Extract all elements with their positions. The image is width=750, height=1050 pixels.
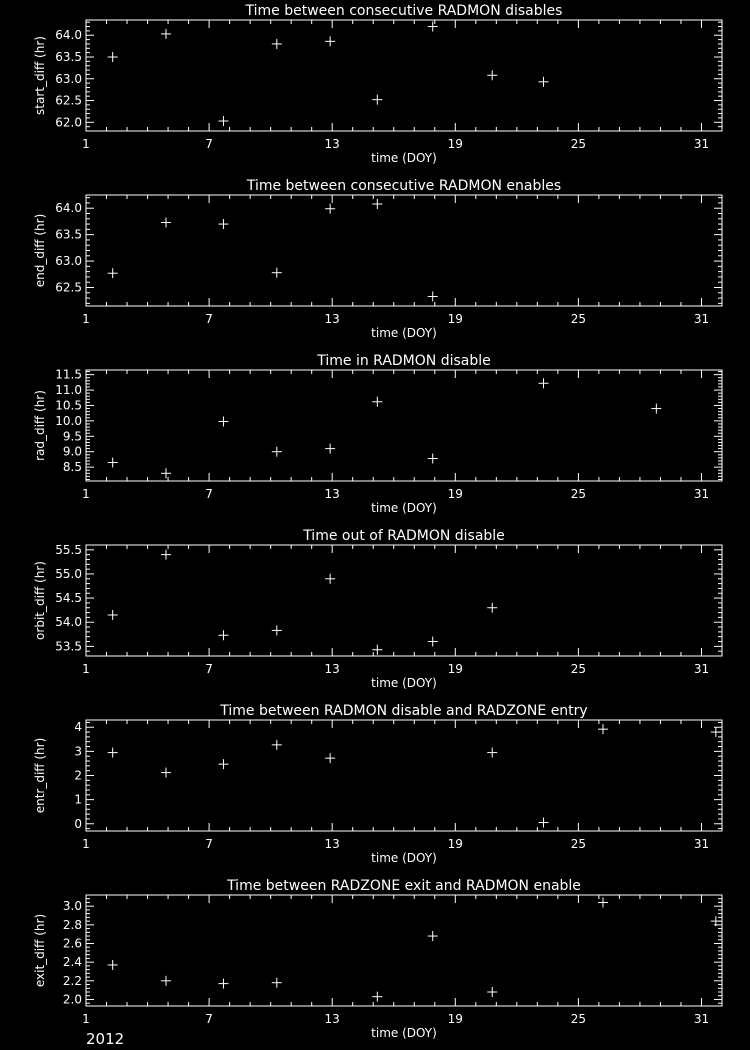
x-tick-label: 19: [447, 312, 463, 326]
x-tick-label: 25: [570, 312, 587, 326]
chart-title: Time between RADMON disable and RADZONE entry: [220, 703, 588, 719]
chart-panel-4: [33, 528, 722, 690]
y-tick-label: 11.0: [55, 383, 82, 398]
x-tick-label: 31: [693, 662, 710, 676]
y-tick-label: 55.5: [55, 542, 82, 557]
data-point: [218, 116, 228, 126]
data-point: [218, 759, 228, 769]
data-point: [108, 748, 118, 758]
data-point: [428, 453, 438, 463]
data-point: [598, 724, 608, 734]
data-point: [161, 768, 171, 778]
data-point: [598, 897, 608, 907]
x-axis-label: time (DOY): [371, 501, 437, 515]
x-axis-label: time (DOY): [371, 676, 437, 690]
plot-frame: [86, 895, 722, 1006]
y-tick-label: 2: [74, 768, 82, 783]
y-tick-label: 2.6: [62, 936, 82, 951]
y-axis-label: end_diff (hr): [33, 213, 47, 288]
data-point: [108, 52, 118, 62]
data-point: [487, 70, 497, 80]
x-tick-label: 7: [205, 312, 213, 326]
data-point: [218, 630, 228, 640]
data-point: [711, 727, 721, 737]
x-tick-label: 13: [324, 662, 340, 676]
x-axis-label: time (DOY): [371, 1026, 437, 1040]
plot-frame: [86, 370, 722, 481]
y-tick-label: 55.0: [55, 566, 82, 581]
y-tick-label: 1: [74, 792, 82, 807]
chart-title: Time between consecutive RADMON disables: [245, 3, 563, 19]
x-tick-label: 1: [82, 837, 90, 851]
y-tick-label: 54.0: [55, 615, 82, 630]
y-tick-label: 63.0: [55, 254, 82, 269]
data-point: [539, 77, 549, 87]
y-tick-label: 3: [74, 744, 82, 759]
y-tick-label: 10.0: [55, 413, 82, 428]
y-tick-label: 2.2: [62, 973, 82, 988]
year-label: 2012: [86, 1030, 125, 1048]
x-axis-label: time (DOY): [371, 326, 437, 340]
data-point: [428, 291, 438, 301]
data-point: [372, 199, 382, 209]
data-point: [428, 637, 438, 647]
y-tick-label: 10.5: [55, 398, 82, 413]
data-point: [372, 95, 382, 105]
chart-panel-6: [33, 878, 722, 1040]
y-axis-label: exit_diff (hr): [33, 913, 47, 988]
y-tick-label: 8.5: [62, 460, 82, 475]
data-point: [161, 976, 171, 986]
plot-frame: [86, 720, 722, 831]
y-tick-label: 63.5: [55, 227, 82, 242]
x-tick-label: 13: [324, 837, 340, 851]
x-tick-label: 31: [693, 137, 710, 151]
x-tick-label: 1: [82, 137, 90, 151]
x-tick-label: 19: [447, 837, 463, 851]
data-point: [487, 748, 497, 758]
data-point: [161, 29, 171, 39]
plot-frame: [86, 20, 722, 131]
y-tick-label: 54.5: [55, 591, 82, 606]
x-tick-label: 7: [205, 137, 213, 151]
x-tick-label: 13: [324, 487, 340, 501]
x-tick-label: 31: [693, 837, 710, 851]
data-point: [218, 416, 228, 426]
x-axis-label: time (DOY): [371, 151, 437, 165]
data-point: [218, 219, 228, 229]
x-tick-label: 25: [570, 137, 587, 151]
data-point: [272, 625, 282, 635]
x-tick-label: 13: [324, 137, 340, 151]
data-point: [325, 753, 335, 763]
x-tick-label: 7: [205, 1012, 213, 1026]
chart-panel-3: [33, 353, 722, 515]
data-point: [272, 268, 282, 278]
y-tick-label: 9.0: [62, 444, 82, 459]
chart-title: Time between RADZONE exit and RADMON enable: [227, 878, 581, 894]
y-tick-label: 2.0: [62, 992, 82, 1007]
y-tick-label: 62.5: [55, 280, 82, 295]
x-tick-label: 19: [447, 1012, 463, 1026]
data-point: [161, 217, 171, 227]
y-axis-label: rad_diff (hr): [33, 390, 47, 461]
plot-frame: [86, 545, 722, 656]
y-tick-label: 53.5: [55, 639, 82, 654]
data-point: [272, 447, 282, 457]
x-tick-label: 19: [447, 662, 463, 676]
data-point: [325, 444, 335, 454]
y-axis-label: orbit_diff (hr): [33, 561, 47, 640]
x-tick-label: 7: [205, 662, 213, 676]
x-tick-label: 31: [693, 312, 710, 326]
chart-panel-1: [33, 3, 722, 165]
data-point: [372, 397, 382, 407]
y-tick-label: 62.0: [55, 115, 82, 130]
data-point: [161, 550, 171, 560]
data-point: [487, 987, 497, 997]
y-tick-label: 63.0: [55, 71, 82, 86]
y-tick-label: 3.0: [62, 899, 82, 914]
chart-title: Time between consecutive RADMON enables: [246, 178, 562, 194]
data-point: [272, 740, 282, 750]
x-tick-label: 19: [447, 137, 463, 151]
y-tick-label: 0: [74, 816, 82, 831]
chart-panel-2: [33, 178, 722, 340]
x-tick-label: 7: [205, 487, 213, 501]
data-point: [539, 818, 549, 828]
y-tick-label: 9.5: [62, 429, 82, 444]
x-tick-label: 13: [324, 312, 340, 326]
data-point: [161, 468, 171, 478]
data-point: [428, 22, 438, 32]
data-point: [272, 978, 282, 988]
x-tick-label: 1: [82, 487, 90, 501]
data-point: [487, 603, 497, 613]
y-axis-label: start_diff (hr): [33, 36, 47, 115]
data-point: [218, 979, 228, 989]
y-tick-label: 2.8: [62, 917, 82, 932]
chart-panel-5: [33, 703, 722, 865]
x-tick-label: 13: [324, 1012, 340, 1026]
x-tick-label: 1: [82, 662, 90, 676]
data-point: [108, 268, 118, 278]
x-tick-label: 1: [82, 312, 90, 326]
y-axis-label: entr_diff (hr): [33, 737, 47, 814]
y-tick-label: 63.5: [55, 50, 82, 64]
y-tick-label: 4: [74, 720, 82, 735]
x-tick-label: 1: [82, 1012, 90, 1026]
x-tick-label: 31: [693, 1012, 710, 1026]
data-point: [272, 39, 282, 49]
x-tick-label: 25: [570, 837, 587, 851]
data-point: [108, 458, 118, 468]
x-tick-label: 25: [570, 487, 587, 501]
data-point: [108, 610, 118, 620]
plot-frame: [86, 195, 722, 306]
y-tick-label: 64.0: [55, 201, 82, 216]
x-tick-label: 19: [447, 487, 463, 501]
data-point: [651, 404, 661, 414]
data-point: [108, 960, 118, 970]
y-tick-label: 11.5: [55, 367, 82, 382]
chart-title: Time out of RADMON disable: [303, 528, 505, 544]
data-point: [428, 931, 438, 941]
data-point: [372, 645, 382, 655]
chart-title: Time in RADMON disable: [317, 353, 491, 369]
x-tick-label: 31: [693, 487, 710, 501]
data-point: [539, 378, 549, 388]
x-tick-label: 7: [205, 837, 213, 851]
y-tick-label: 62.5: [55, 93, 82, 108]
x-tick-label: 25: [570, 662, 587, 676]
x-axis-label: time (DOY): [371, 851, 437, 865]
data-point: [325, 204, 335, 214]
x-tick-label: 25: [570, 1012, 587, 1026]
data-point: [372, 992, 382, 1002]
data-point: [325, 36, 335, 46]
y-tick-label: 64.0: [55, 28, 82, 43]
data-point: [325, 574, 335, 584]
y-tick-label: 2.4: [62, 955, 82, 970]
